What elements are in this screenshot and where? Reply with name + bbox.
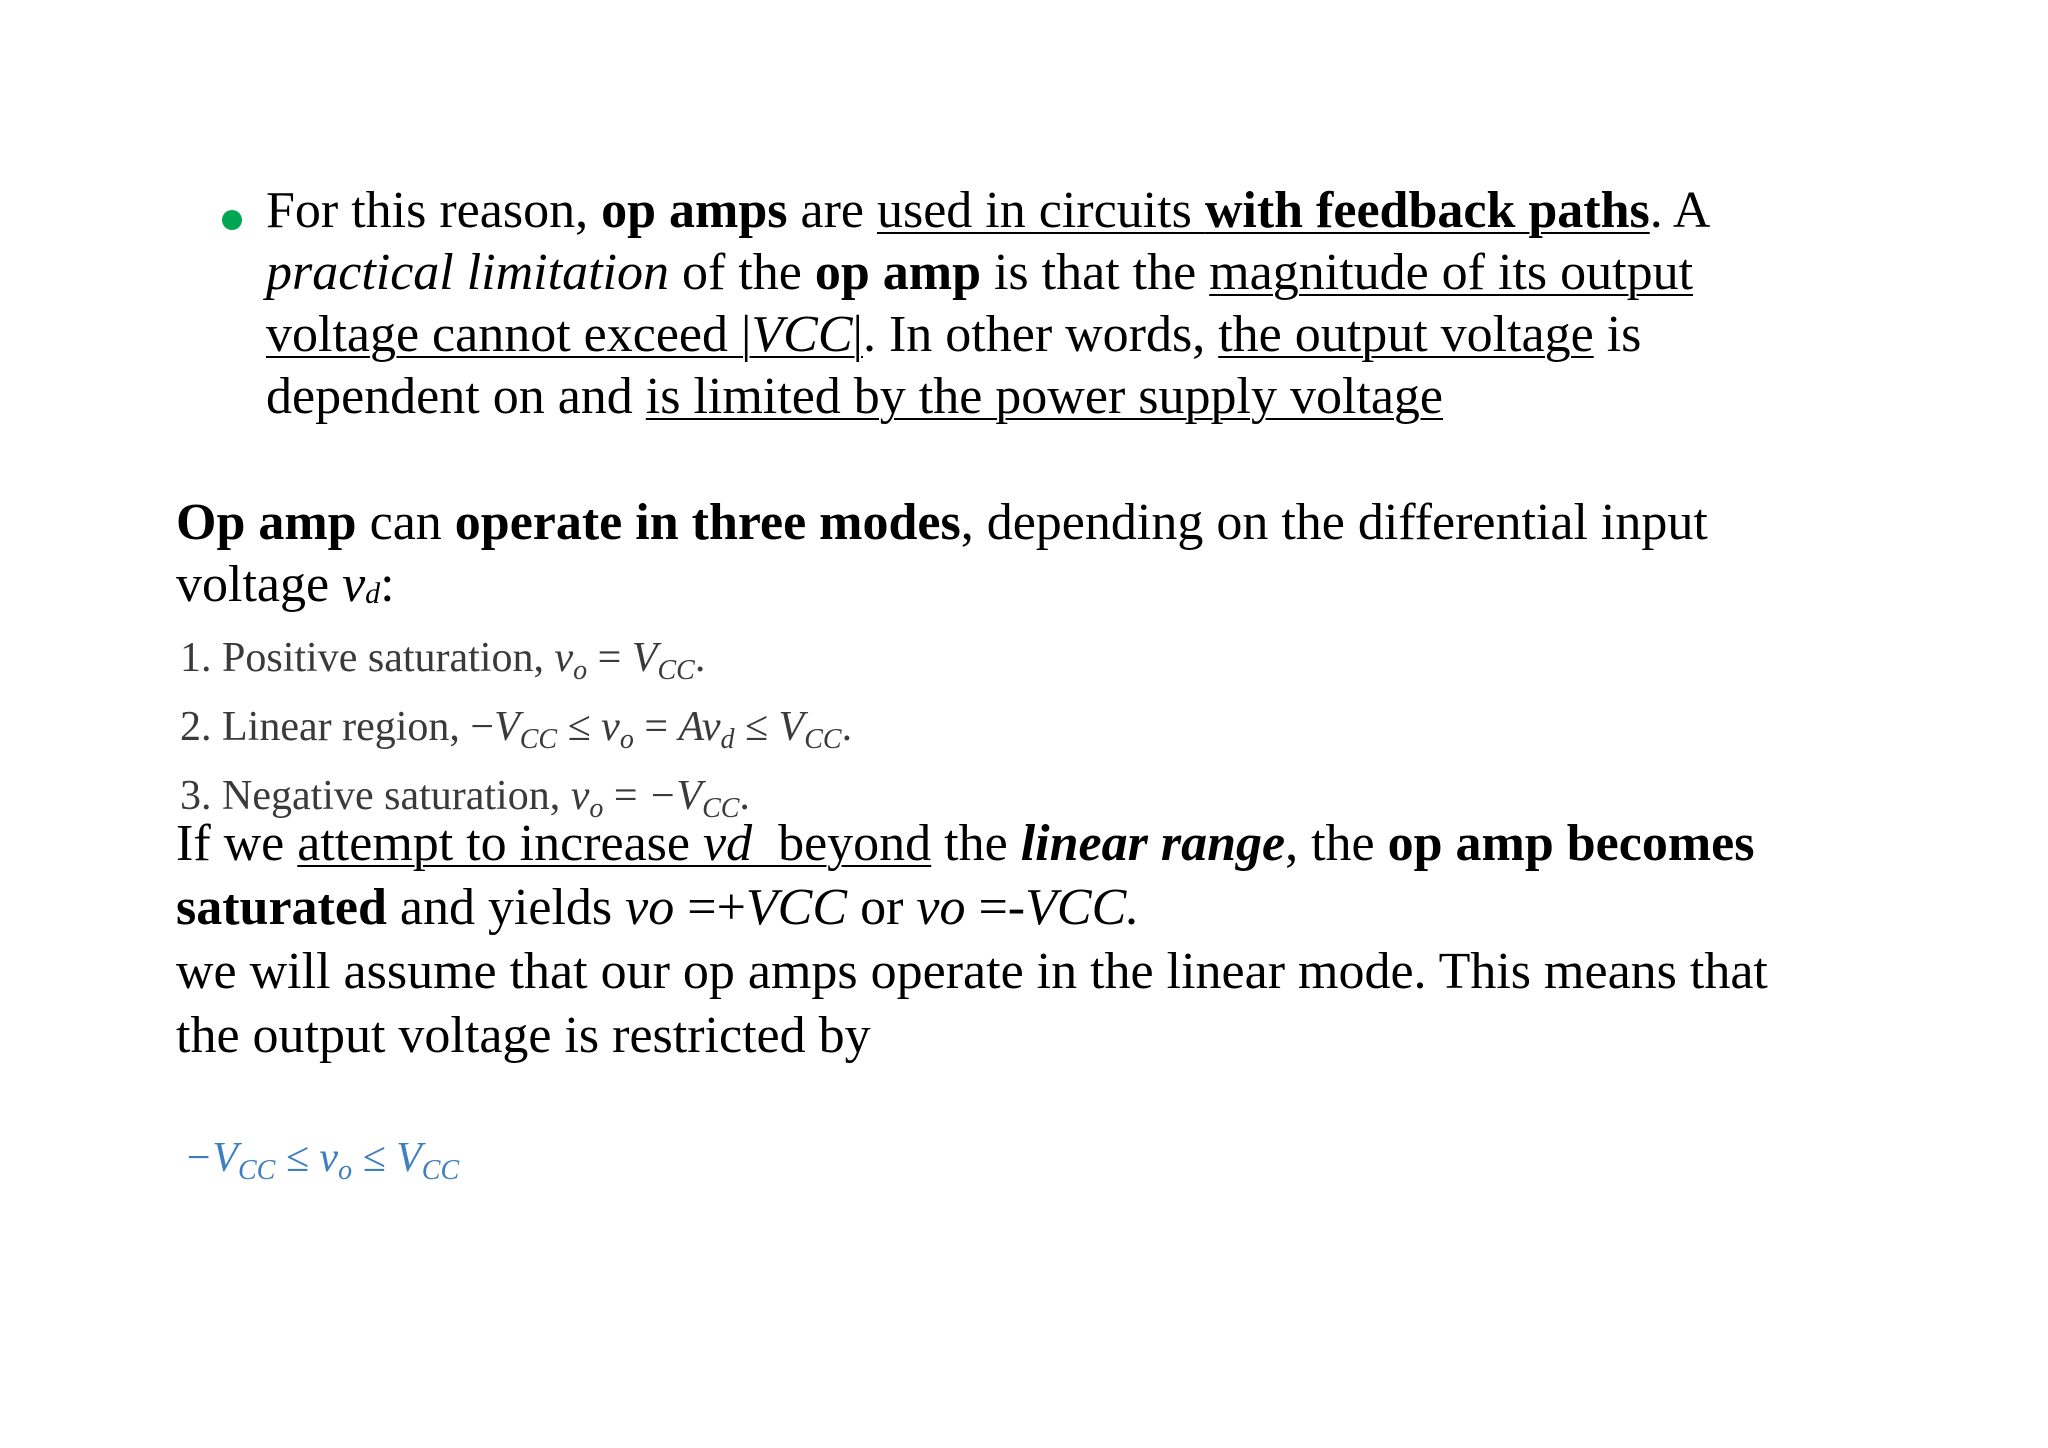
- text-run: For this reason,: [266, 182, 602, 239]
- text-run-italic: VCC: [745, 879, 848, 936]
- math-sub: o: [573, 655, 588, 686]
- text-run-italic: v: [342, 556, 366, 613]
- mode-label: 1. Positive saturation,: [180, 635, 555, 681]
- math-sub: CC: [421, 1155, 460, 1186]
- text-run: attempt to increase: [297, 815, 703, 872]
- math-var: Av: [678, 704, 721, 750]
- text-run: . In other words,: [862, 306, 1219, 363]
- math-sub: o: [338, 1155, 353, 1186]
- text-run: =+: [674, 879, 746, 936]
- math-op: =: [603, 773, 649, 819]
- text-run-bold: operate in three modes: [454, 494, 961, 551]
- math-var: v: [554, 635, 574, 681]
- text-run-bold: op amp: [814, 244, 981, 301]
- math-var: V: [494, 704, 520, 750]
- math-var: V: [778, 704, 805, 750]
- underlined-phrase: [877, 182, 1650, 239]
- text-run: used in circuits: [876, 182, 1205, 239]
- math-op: ≤: [734, 704, 779, 750]
- math-var: v: [601, 704, 620, 750]
- saturation-text: [176, 812, 1836, 940]
- text-run-bold: op amps: [601, 182, 788, 239]
- math-sub: CC: [657, 655, 695, 686]
- text-run: of the: [668, 244, 815, 301]
- math-sub: d: [720, 724, 735, 755]
- math-sub: o: [589, 793, 604, 824]
- text-run-italic: VCC: [751, 306, 853, 363]
- mode-item-linear: [180, 699, 1380, 768]
- modes-list: [180, 630, 1380, 837]
- mode-label: 3. Negative saturation,: [180, 773, 571, 819]
- text-run: is dependent on and: [266, 306, 1642, 425]
- text-run-bold: with feedback paths: [1204, 182, 1650, 239]
- math-var: −V: [184, 1135, 238, 1181]
- text-run: and yields: [386, 879, 626, 936]
- math-op: ≤: [557, 704, 602, 750]
- math-op: −: [470, 704, 495, 750]
- output-range-formula: [184, 1134, 459, 1187]
- math-op: .: [694, 635, 706, 681]
- text-run: =-: [965, 879, 1026, 936]
- text-run: are: [787, 182, 877, 239]
- text-run: , the: [1285, 815, 1388, 872]
- math-op: =: [633, 704, 679, 750]
- math-op: .: [841, 704, 853, 750]
- text-run: can: [356, 494, 455, 551]
- text-run: the: [931, 815, 1021, 872]
- math-sub: o: [619, 724, 634, 755]
- bullet-dot-icon: [222, 210, 242, 230]
- text-run: If we: [176, 815, 298, 872]
- text-run: is that the: [980, 244, 1210, 301]
- text-run-italic: vd: [702, 815, 753, 872]
- math-var: v: [570, 773, 590, 819]
- text-run-italic: vo: [916, 879, 966, 936]
- math-var: ≤ V: [352, 1135, 422, 1181]
- math-sub: CC: [804, 724, 842, 755]
- text-run-italic: practical limitation: [266, 244, 669, 301]
- math-var: ≤ v: [275, 1135, 339, 1181]
- saturation-paragraph: [176, 812, 1836, 1068]
- text-run-bold: Op amp: [176, 494, 357, 551]
- text-run: :: [380, 556, 395, 613]
- bullet-text: [266, 180, 1806, 428]
- modes-intro-paragraph: [176, 492, 1816, 625]
- math-var: V: [631, 635, 658, 681]
- text-run: or: [847, 879, 917, 936]
- text-run: . A: [1649, 182, 1708, 239]
- mode-item-positive: [180, 630, 1380, 699]
- math-var: −V: [648, 773, 703, 819]
- underlined-phrase: is limited by the power supply voltage: [645, 368, 1443, 425]
- math-op: =: [587, 635, 632, 681]
- math-op: .: [739, 773, 750, 819]
- text-run-italic: vo: [625, 879, 675, 936]
- linear-mode-text: we will assume that our op amps operate in the linear mode. This means that the output voltage is restricted by: [176, 943, 1768, 1064]
- text-run: |: [852, 306, 863, 363]
- text-run: , depending on the differential input voltage: [176, 494, 1708, 613]
- text-run-italic: VCC.: [1025, 879, 1140, 936]
- subscript: d: [365, 577, 381, 610]
- underlined-phrase: the output voltage: [1218, 306, 1594, 363]
- math-sub: CC: [238, 1155, 276, 1186]
- math-sub: CC: [519, 724, 558, 755]
- text-run-bold-italic: linear range: [1020, 815, 1286, 872]
- text-run: beyond: [752, 815, 932, 872]
- text-run: magnitude of its output voltage cannot exceed |: [266, 244, 1694, 363]
- underlined-phrase: [297, 815, 931, 872]
- math-sub: CC: [702, 793, 740, 824]
- text-run-bold: op amp becomes saturated: [176, 815, 1755, 936]
- mode-label: 2. Linear region,: [180, 704, 471, 750]
